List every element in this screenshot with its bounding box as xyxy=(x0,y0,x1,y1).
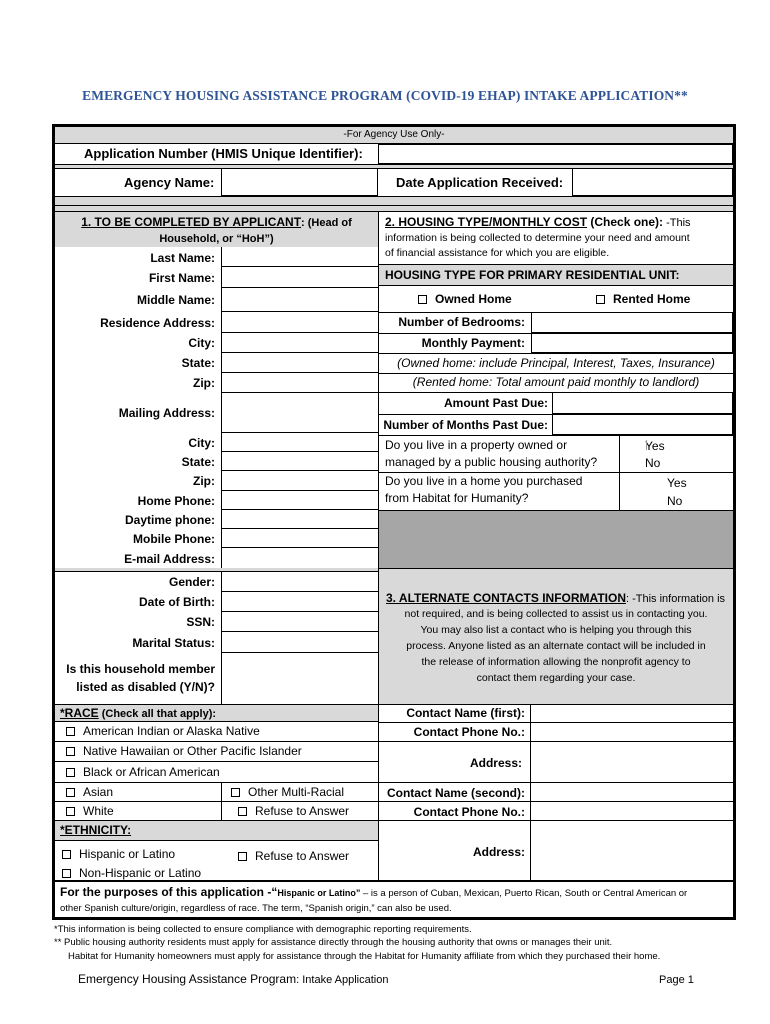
section3-heading: 3. ALTERNATE CONTACTS INFORMATION: -This information is xyxy=(386,591,726,605)
race-option-black[interactable]: Black or African American xyxy=(66,764,220,781)
marital-status-field[interactable] xyxy=(222,631,378,652)
checkbox-icon[interactable] xyxy=(66,788,75,797)
disabled-label-line2: listed as disabled (Y/N)? xyxy=(76,680,215,694)
section3-desc-line: process. Anyone listed as an alternate contact will be included in xyxy=(406,640,706,652)
checkbox-icon[interactable] xyxy=(238,807,247,816)
gender-label: Gender: xyxy=(168,575,215,589)
footer-title: Emergency Housing Assistance Program: Intake Application xyxy=(78,972,389,986)
contact-first-field[interactable] xyxy=(531,704,733,722)
section3-desc-line: contact them regarding your case. xyxy=(476,672,636,684)
date-of-birth-field[interactable] xyxy=(222,591,378,611)
months-past-due-label: Number of Months Past Due: xyxy=(383,418,548,432)
rented-home-option[interactable]: Rented Home xyxy=(596,291,690,308)
race-option-white[interactable]: White xyxy=(66,803,114,820)
mobile-phone-field[interactable] xyxy=(222,528,378,547)
section2-heading: 2. HOUSING TYPE/MONTHLY COST (Check one): -This xyxy=(385,215,691,229)
section3-desc-line: You may also list a contact who is helping you through this xyxy=(420,624,692,636)
middle-name-label: Middle Name: xyxy=(136,293,215,307)
bedrooms-field[interactable] xyxy=(531,312,733,333)
checkbox-icon[interactable] xyxy=(66,768,75,777)
contact-second-label: Contact Name (second): xyxy=(386,786,525,800)
months-past-due-field[interactable] xyxy=(552,414,733,435)
housing-type-label: HOUSING TYPE FOR PRIMARY RESIDENTIAL UNIT: xyxy=(385,268,680,282)
page-title: EMERGENCY HOUSING ASSISTANCE PROGRAM (COVID-19 EHAP) INTAKE APPLICATION** xyxy=(82,88,688,103)
race-option-refuse[interactable]: Refuse to Answer xyxy=(238,803,349,820)
date-of-birth-label: Date of Birth: xyxy=(139,595,215,609)
app-number-field[interactable] xyxy=(378,144,733,164)
agency-name-field[interactable] xyxy=(221,168,378,196)
first-name-field[interactable] xyxy=(222,266,378,287)
residence-address-field[interactable] xyxy=(222,311,378,332)
race-option-multi-racial[interactable]: Other Multi-Racial xyxy=(231,784,344,801)
mailing-state-label: State: xyxy=(181,455,215,469)
page-number: Page 1 xyxy=(659,974,694,986)
note-rented: (Rented home: Total amount paid monthly to landlord) xyxy=(412,375,700,389)
contact-phone-2-field[interactable] xyxy=(531,801,733,820)
disabled-field[interactable] xyxy=(222,652,378,704)
section1-heading-line2: Household, or “HoH”) xyxy=(159,233,274,245)
email-address-field[interactable] xyxy=(222,547,378,568)
address-1-field[interactable] xyxy=(531,741,733,782)
checkbox-icon[interactable] xyxy=(66,747,75,756)
zip-label: Zip: xyxy=(193,376,215,390)
state-field[interactable] xyxy=(222,352,378,372)
agency-use-label: -For Agency Use Only- xyxy=(343,129,445,140)
city-field[interactable] xyxy=(222,332,378,352)
public-housing-question: Do you live in a property owned or managed by a public housing authority? xyxy=(385,438,598,469)
habitat-yes[interactable]: Yes xyxy=(667,476,687,490)
last-name-label: Last Name: xyxy=(150,251,215,265)
agency-name-label: Agency Name: xyxy=(124,175,215,190)
checkbox-icon[interactable] xyxy=(62,850,71,859)
race-option-native-hawaiian[interactable]: Native Hawaiian or Other Pacific Islander xyxy=(66,743,302,760)
yes-tick-icon xyxy=(646,440,647,450)
last-name-field[interactable] xyxy=(222,247,378,266)
section3-desc-line: not required, and is being collected to assist us in contacting you. xyxy=(404,608,708,620)
bedrooms-label: Number of Bedrooms: xyxy=(398,315,525,329)
public-housing-yes[interactable]: Yes xyxy=(645,439,665,453)
home-phone-field[interactable] xyxy=(222,490,378,509)
checkbox-icon[interactable] xyxy=(62,869,71,878)
checkbox-icon[interactable] xyxy=(66,727,75,736)
mailing-zip-label: Zip: xyxy=(193,474,215,488)
public-housing-no[interactable]: No xyxy=(645,456,661,470)
mobile-phone-label: Mobile Phone: xyxy=(133,532,215,546)
habitat-no[interactable]: No xyxy=(667,494,683,508)
amount-past-due-label: Amount Past Due: xyxy=(443,396,548,410)
daytime-phone-label: Daytime phone: xyxy=(124,513,215,527)
contact-first-label: Contact Name (first): xyxy=(406,706,525,720)
home-phone-label: Home Phone: xyxy=(137,494,215,508)
disabled-label-line1: Is this household member xyxy=(66,662,215,676)
race-option-american-indian[interactable]: American Indian or Alaska Native xyxy=(66,723,260,740)
checkbox-icon[interactable] xyxy=(66,807,75,816)
footnote-habitat: Habitat for Humanity homeowners must apply for assistance through the Habitat for Humanity affiliate from which they purchased their home. xyxy=(68,951,661,962)
gender-field[interactable] xyxy=(222,571,378,591)
race-heading: *RACE (Check all that apply): xyxy=(60,706,217,720)
mailing-state-field[interactable] xyxy=(222,451,378,470)
footnote-public-housing: ** Public housing authority residents must apply for assistance directly through the housing authority that owns or manages their unit. xyxy=(54,937,613,948)
daytime-phone-field[interactable] xyxy=(222,509,378,528)
address-1-label: Address: xyxy=(469,756,522,770)
ssn-field[interactable] xyxy=(222,611,378,631)
city-label: City: xyxy=(188,336,215,350)
footnote-demographic: *This information is being collected to ensure compliance with demographic reporting requirements. xyxy=(54,924,472,935)
section1-heading: 1. TO BE COMPLETED BY APPLICANT: (Head of xyxy=(81,215,352,229)
section3-desc-line: the release of information allowing the nonprofit agency to xyxy=(421,656,691,668)
checkbox-icon[interactable] xyxy=(238,852,247,861)
gray-spacer-block xyxy=(379,511,733,568)
contact-phone-1-field[interactable] xyxy=(531,722,733,740)
address-2-field[interactable] xyxy=(531,820,733,880)
hispanic-definition: For the purposes of this application -“Hispanic or Latino” – is a person of Cuban, Mexican, Puerto Rican, South or Central American or other Spanish culture/origin, regardless of race. The term, “Spanish origin,” can also be used. xyxy=(60,885,688,914)
checkbox-icon[interactable] xyxy=(418,295,427,304)
habitat-question: Do you live in a home you purchased from Habitat for Humanity? xyxy=(385,474,583,505)
checkbox-icon[interactable] xyxy=(596,295,605,304)
ethnicity-heading: *ETHNICITY: xyxy=(60,823,132,837)
address-2-label: Address: xyxy=(472,845,525,859)
note-owned: (Owned home: include Principal, Interest, Taxes, Insurance) xyxy=(397,356,715,370)
date-received-field[interactable] xyxy=(572,168,733,196)
monthly-payment-field[interactable] xyxy=(531,333,733,353)
mailing-address-field[interactable] xyxy=(222,392,378,432)
contact-phone-2-label: Contact Phone No.: xyxy=(413,805,525,819)
checkbox-icon[interactable] xyxy=(231,788,240,797)
zip-field[interactable] xyxy=(222,372,378,392)
monthly-payment-label: Monthly Payment: xyxy=(421,336,525,350)
ethnicity-option-hispanic[interactable]: Hispanic or Latino xyxy=(62,846,175,863)
app-number-label: Application Number (HMIS Unique Identifier): xyxy=(84,146,363,161)
amount-past-due-field[interactable] xyxy=(552,392,733,414)
owned-home-option[interactable]: Owned Home xyxy=(418,291,512,308)
email-address-label: E-mail Address: xyxy=(124,552,215,566)
contact-second-field[interactable] xyxy=(531,782,733,801)
section2-desc-line1: information is being collected to determine your need and amount xyxy=(385,232,690,244)
mailing-city-field[interactable] xyxy=(222,432,378,451)
section2-desc-line2: of financial assistance for which you are eligible. xyxy=(385,247,610,259)
ethnicity-option-refuse[interactable]: Refuse to Answer xyxy=(238,848,349,865)
ethnicity-option-non-hispanic[interactable]: Non-Hispanic or Latino xyxy=(62,865,201,882)
middle-name-field[interactable] xyxy=(222,287,378,311)
residence-address-label: Residence Address: xyxy=(100,316,215,330)
mailing-zip-field[interactable] xyxy=(222,470,378,490)
date-received-label: Date Application Received: xyxy=(396,175,564,190)
contact-phone-1-label: Contact Phone No.: xyxy=(413,725,525,739)
ssn-label: SSN: xyxy=(186,615,215,629)
first-name-label: First Name: xyxy=(148,271,215,285)
marital-status-label: Marital Status: xyxy=(132,636,215,650)
state-label: State: xyxy=(181,356,215,370)
mailing-address-label: Mailing Address: xyxy=(118,406,215,420)
mailing-city-label: City: xyxy=(188,436,215,450)
race-option-asian[interactable]: Asian xyxy=(66,784,113,801)
